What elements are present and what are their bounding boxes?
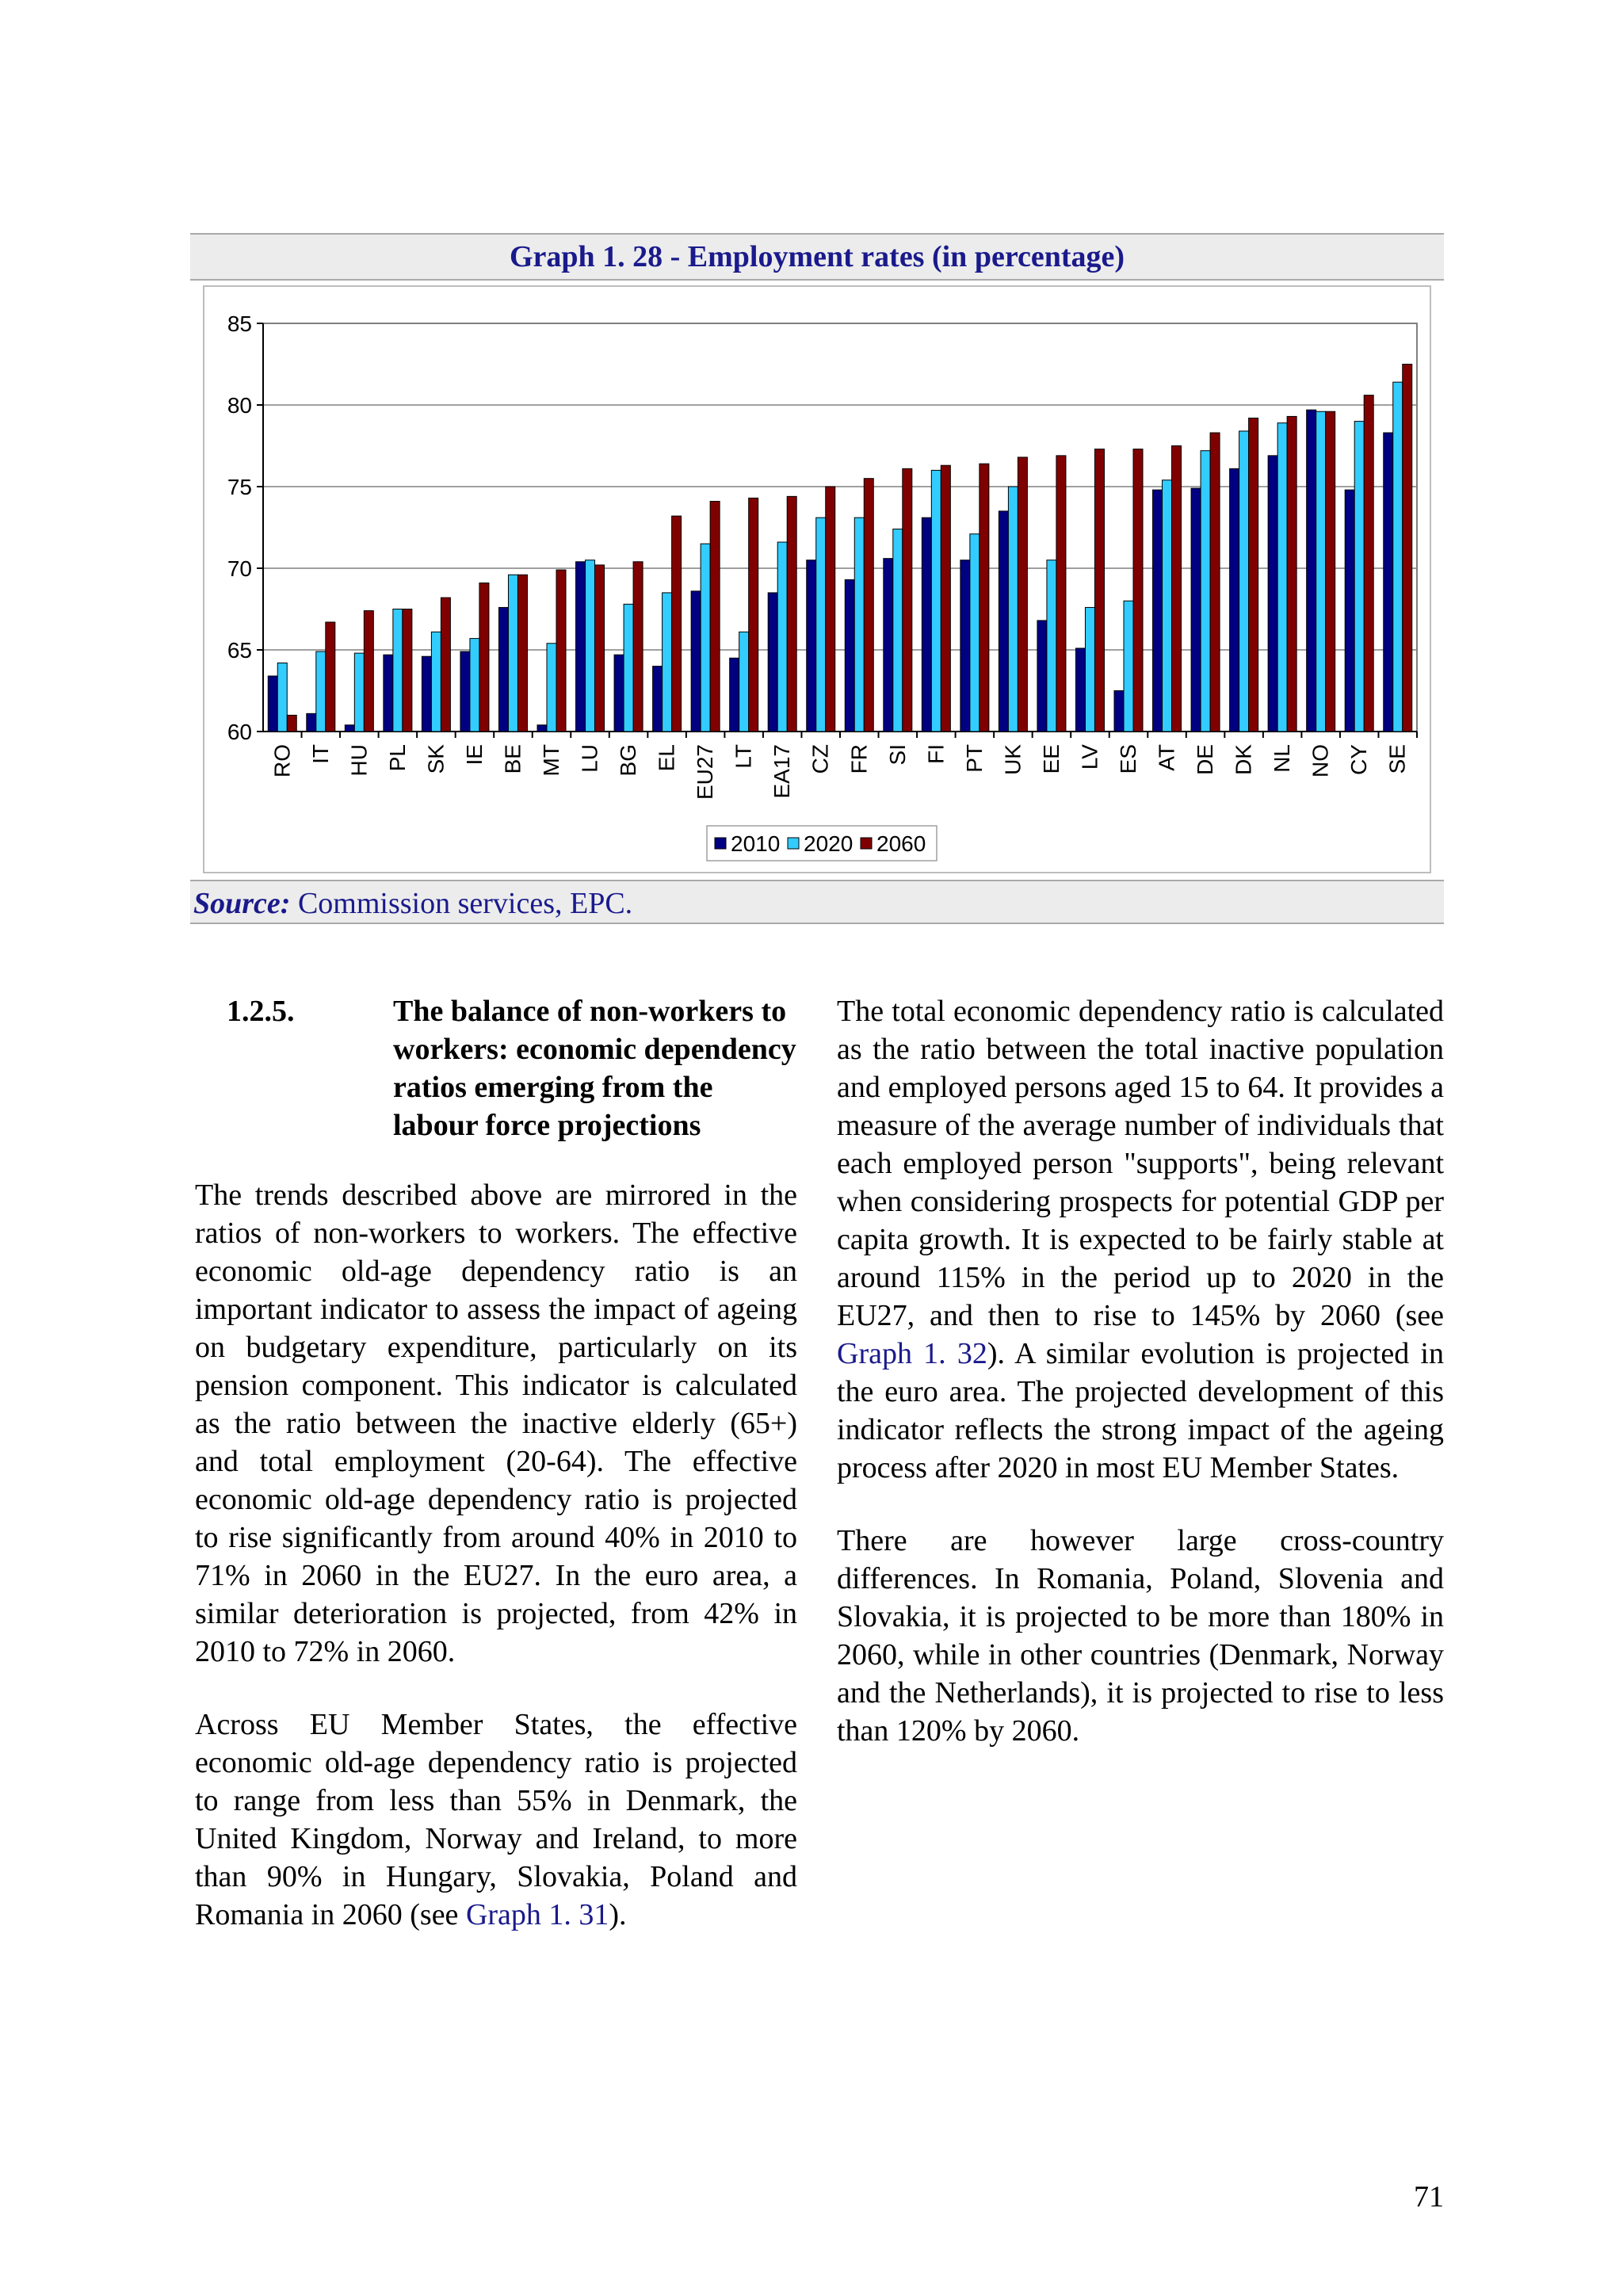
section-number: 1.2.5. [227, 995, 295, 1028]
bar [931, 470, 941, 732]
left-p2-end: ). [609, 1898, 627, 1931]
bar [595, 565, 605, 732]
bar [364, 611, 373, 732]
x-tick-label: UK [1000, 744, 1025, 775]
bar [517, 575, 527, 732]
x-tick-label: LT [731, 744, 756, 769]
bar [479, 583, 489, 732]
bar [663, 593, 672, 732]
bar [614, 655, 624, 732]
legend-swatch [861, 838, 872, 849]
bar [1201, 451, 1210, 732]
x-tick-label: CY [1346, 744, 1372, 775]
x-tick-label: MT [539, 744, 563, 777]
y-tick-label: 85 [227, 311, 252, 336]
bar [287, 715, 296, 732]
bar [431, 632, 441, 732]
bar [749, 498, 758, 732]
bar [970, 534, 980, 732]
bar [768, 593, 777, 732]
bar [960, 560, 970, 732]
x-tick-label: DK [1231, 744, 1256, 775]
y-tick-label: 75 [227, 475, 252, 499]
bar [893, 529, 903, 732]
left-p2-text: Across EU Member States, the effective economic old-age dependency ratio is projected to range from less than 55% in Denmark, the United Kingdom, Norway and Ireland, to more than 90% in Hungary, Slovakia, Poland and Romania in 2060 (see [195, 1708, 797, 1931]
bar [739, 632, 749, 732]
left-column [195, 992, 797, 1969]
bar [787, 496, 796, 732]
y-tick-label: 60 [227, 720, 252, 744]
right-p1-end: ). A similar evolution is projected in the euro area. The projected development of this indicator reflects the strong impact of the ageing process after 2020 in most EU Member States. [837, 1337, 1444, 1484]
x-tick-label: BG [616, 744, 641, 777]
bar [1345, 490, 1354, 732]
bar [384, 655, 393, 732]
bar [903, 468, 912, 732]
bar [1287, 416, 1296, 732]
x-tick-label: LV [1077, 744, 1102, 770]
bar [1133, 449, 1143, 732]
bar [624, 604, 633, 732]
bar [633, 562, 643, 732]
x-tick-label: BE [500, 744, 525, 774]
bar [354, 653, 364, 732]
x-tick-label: IT [307, 744, 333, 764]
x-tick-label: EU27 [693, 744, 718, 800]
bar [1393, 382, 1403, 732]
bar [1008, 487, 1018, 732]
bar [807, 560, 816, 732]
bar [1056, 456, 1066, 732]
bar [826, 487, 835, 732]
bar [576, 562, 586, 732]
bar [1316, 411, 1326, 732]
x-tick-label: PT [961, 744, 987, 773]
x-tick-label: LU [577, 744, 602, 773]
bar [1307, 410, 1316, 732]
bar [854, 518, 864, 732]
legend-label: 2060 [876, 831, 926, 856]
bar [777, 542, 787, 732]
graph-title: Graph 1. 28 - Employment rates (in percentage) [190, 233, 1444, 281]
bar [730, 658, 739, 732]
bar [1403, 365, 1412, 732]
x-tick-label: EL [654, 744, 679, 772]
bar [1210, 433, 1220, 732]
left-paragraph-1: The trends described above are mirrored in the ratios of non-workers to workers. The effective economic old-age dependency ratio is an important indicator to assess the impact of ageing on budgetary expenditure, particularly on its pension component. This indicator is calculated as the ratio between the inactive elderly (65+) and total employment (20-64). The effective economic old-age dependency ratio is projected to rise significantly from around 40% in 2010 to 71% in 2060 in the EU27. In the euro area, a similar deterioration is projected, from 42% in 2010 to 72% in 2060. [195, 1179, 797, 1668]
graph-1-31-link[interactable]: Graph 1. 31 [465, 1898, 609, 1931]
bar [1075, 648, 1085, 732]
legend-label: 2020 [804, 831, 854, 856]
bar [345, 725, 354, 732]
bar [547, 644, 556, 732]
bar [1239, 431, 1249, 732]
legend-swatch [788, 838, 799, 849]
bar [508, 575, 517, 732]
bar [884, 559, 893, 732]
bar [653, 667, 663, 732]
employment-rates-chart [203, 285, 1431, 873]
bar [1018, 457, 1027, 732]
source-label: Source: [193, 887, 291, 920]
x-tick-label: SK [423, 744, 449, 774]
bar [586, 560, 595, 732]
x-tick-label: SE [1384, 744, 1410, 774]
bar [470, 639, 479, 732]
bar [845, 579, 854, 732]
right-column [837, 992, 1444, 1785]
bar [556, 570, 566, 732]
bar [1354, 422, 1364, 732]
bar [1230, 468, 1239, 732]
bar [816, 518, 826, 732]
section-heading [227, 992, 797, 1144]
bar [980, 464, 989, 732]
bar [864, 479, 873, 732]
bar [1037, 621, 1047, 732]
bar [441, 598, 450, 732]
bar [1114, 691, 1124, 732]
bar [701, 544, 710, 732]
bar [710, 502, 720, 732]
x-tick-label: FR [846, 744, 872, 774]
bar [1191, 488, 1201, 732]
bar [1384, 433, 1393, 732]
bar [1172, 446, 1182, 732]
legend-swatch [715, 838, 726, 849]
x-tick-label: NO [1308, 744, 1333, 777]
bar [393, 609, 403, 732]
right-paragraph-1 [837, 992, 1444, 1487]
bar [316, 651, 326, 732]
bar [1268, 456, 1277, 732]
graph-source [190, 880, 1444, 924]
x-tick-label: CZ [808, 744, 833, 774]
x-tick-label: ES [1116, 744, 1140, 774]
y-tick-label: 65 [227, 638, 252, 663]
y-tick-label: 70 [227, 556, 252, 581]
bar [403, 609, 412, 732]
x-tick-label: AT [1154, 744, 1179, 771]
x-tick-label: HU [346, 744, 372, 777]
x-tick-label: FI [923, 744, 949, 764]
x-tick-label: IE [461, 744, 487, 766]
left-paragraph-2 [195, 1706, 797, 1934]
bar [691, 591, 701, 732]
bar [999, 511, 1008, 732]
bar [1085, 607, 1094, 732]
bar [1124, 601, 1133, 732]
bar [1277, 423, 1287, 732]
x-tick-label: RO [269, 744, 295, 777]
x-tick-label: SI [884, 744, 910, 766]
legend-label: 2010 [731, 831, 781, 856]
y-tick-label: 80 [227, 393, 252, 418]
bar [537, 725, 547, 732]
bar [1047, 560, 1056, 732]
page-number: 71 [1414, 2180, 1444, 2214]
right-p1-text: The total economic dependency ratio is calculated as the ratio between the total inactive population and employed persons aged 15 to 64. It provides a measure of the average number of individuals that each employed person "supports", being relevant when considering prospects for potential GDP per capita growth. It is expected to be fairly stable at around 115% in the period up to 2020 in the EU27, and then to rise to 145% by 2060 (see [837, 995, 1444, 1332]
bar [941, 465, 950, 732]
x-tick-label: EA17 [769, 744, 795, 799]
x-tick-label: DE [1193, 744, 1218, 775]
x-tick-label: PL [384, 744, 410, 772]
bar [1153, 490, 1163, 732]
section-title: The balance of non-workers to workers: economic dependency ratios emerging from the labour force projections [393, 995, 796, 1142]
bar [277, 663, 287, 732]
bar [307, 713, 316, 732]
source-text: Commission services, EPC. [290, 887, 633, 920]
bar [268, 676, 277, 732]
bar [1364, 395, 1373, 732]
bar [422, 656, 431, 732]
bar [1163, 480, 1172, 732]
graph-1-32-link[interactable]: Graph 1. 32 [837, 1337, 987, 1370]
x-tick-label: EE [1038, 744, 1064, 774]
bar [1326, 411, 1335, 732]
bar [672, 516, 682, 732]
right-paragraph-2: There are however large cross-country differences. In Romania, Poland, Slovenia and Slovakia, it is projected to be more than 180% in 2060, while in other countries (Denmark, Norway and the Netherlands), it is projected to rise to less than 120% by 2060. [837, 1524, 1444, 1748]
bar [460, 651, 470, 732]
bar [498, 607, 508, 732]
bar [922, 518, 931, 732]
bar [1094, 449, 1104, 732]
x-tick-label: NL [1270, 744, 1295, 773]
bar [1249, 418, 1258, 732]
bar [326, 622, 335, 732]
